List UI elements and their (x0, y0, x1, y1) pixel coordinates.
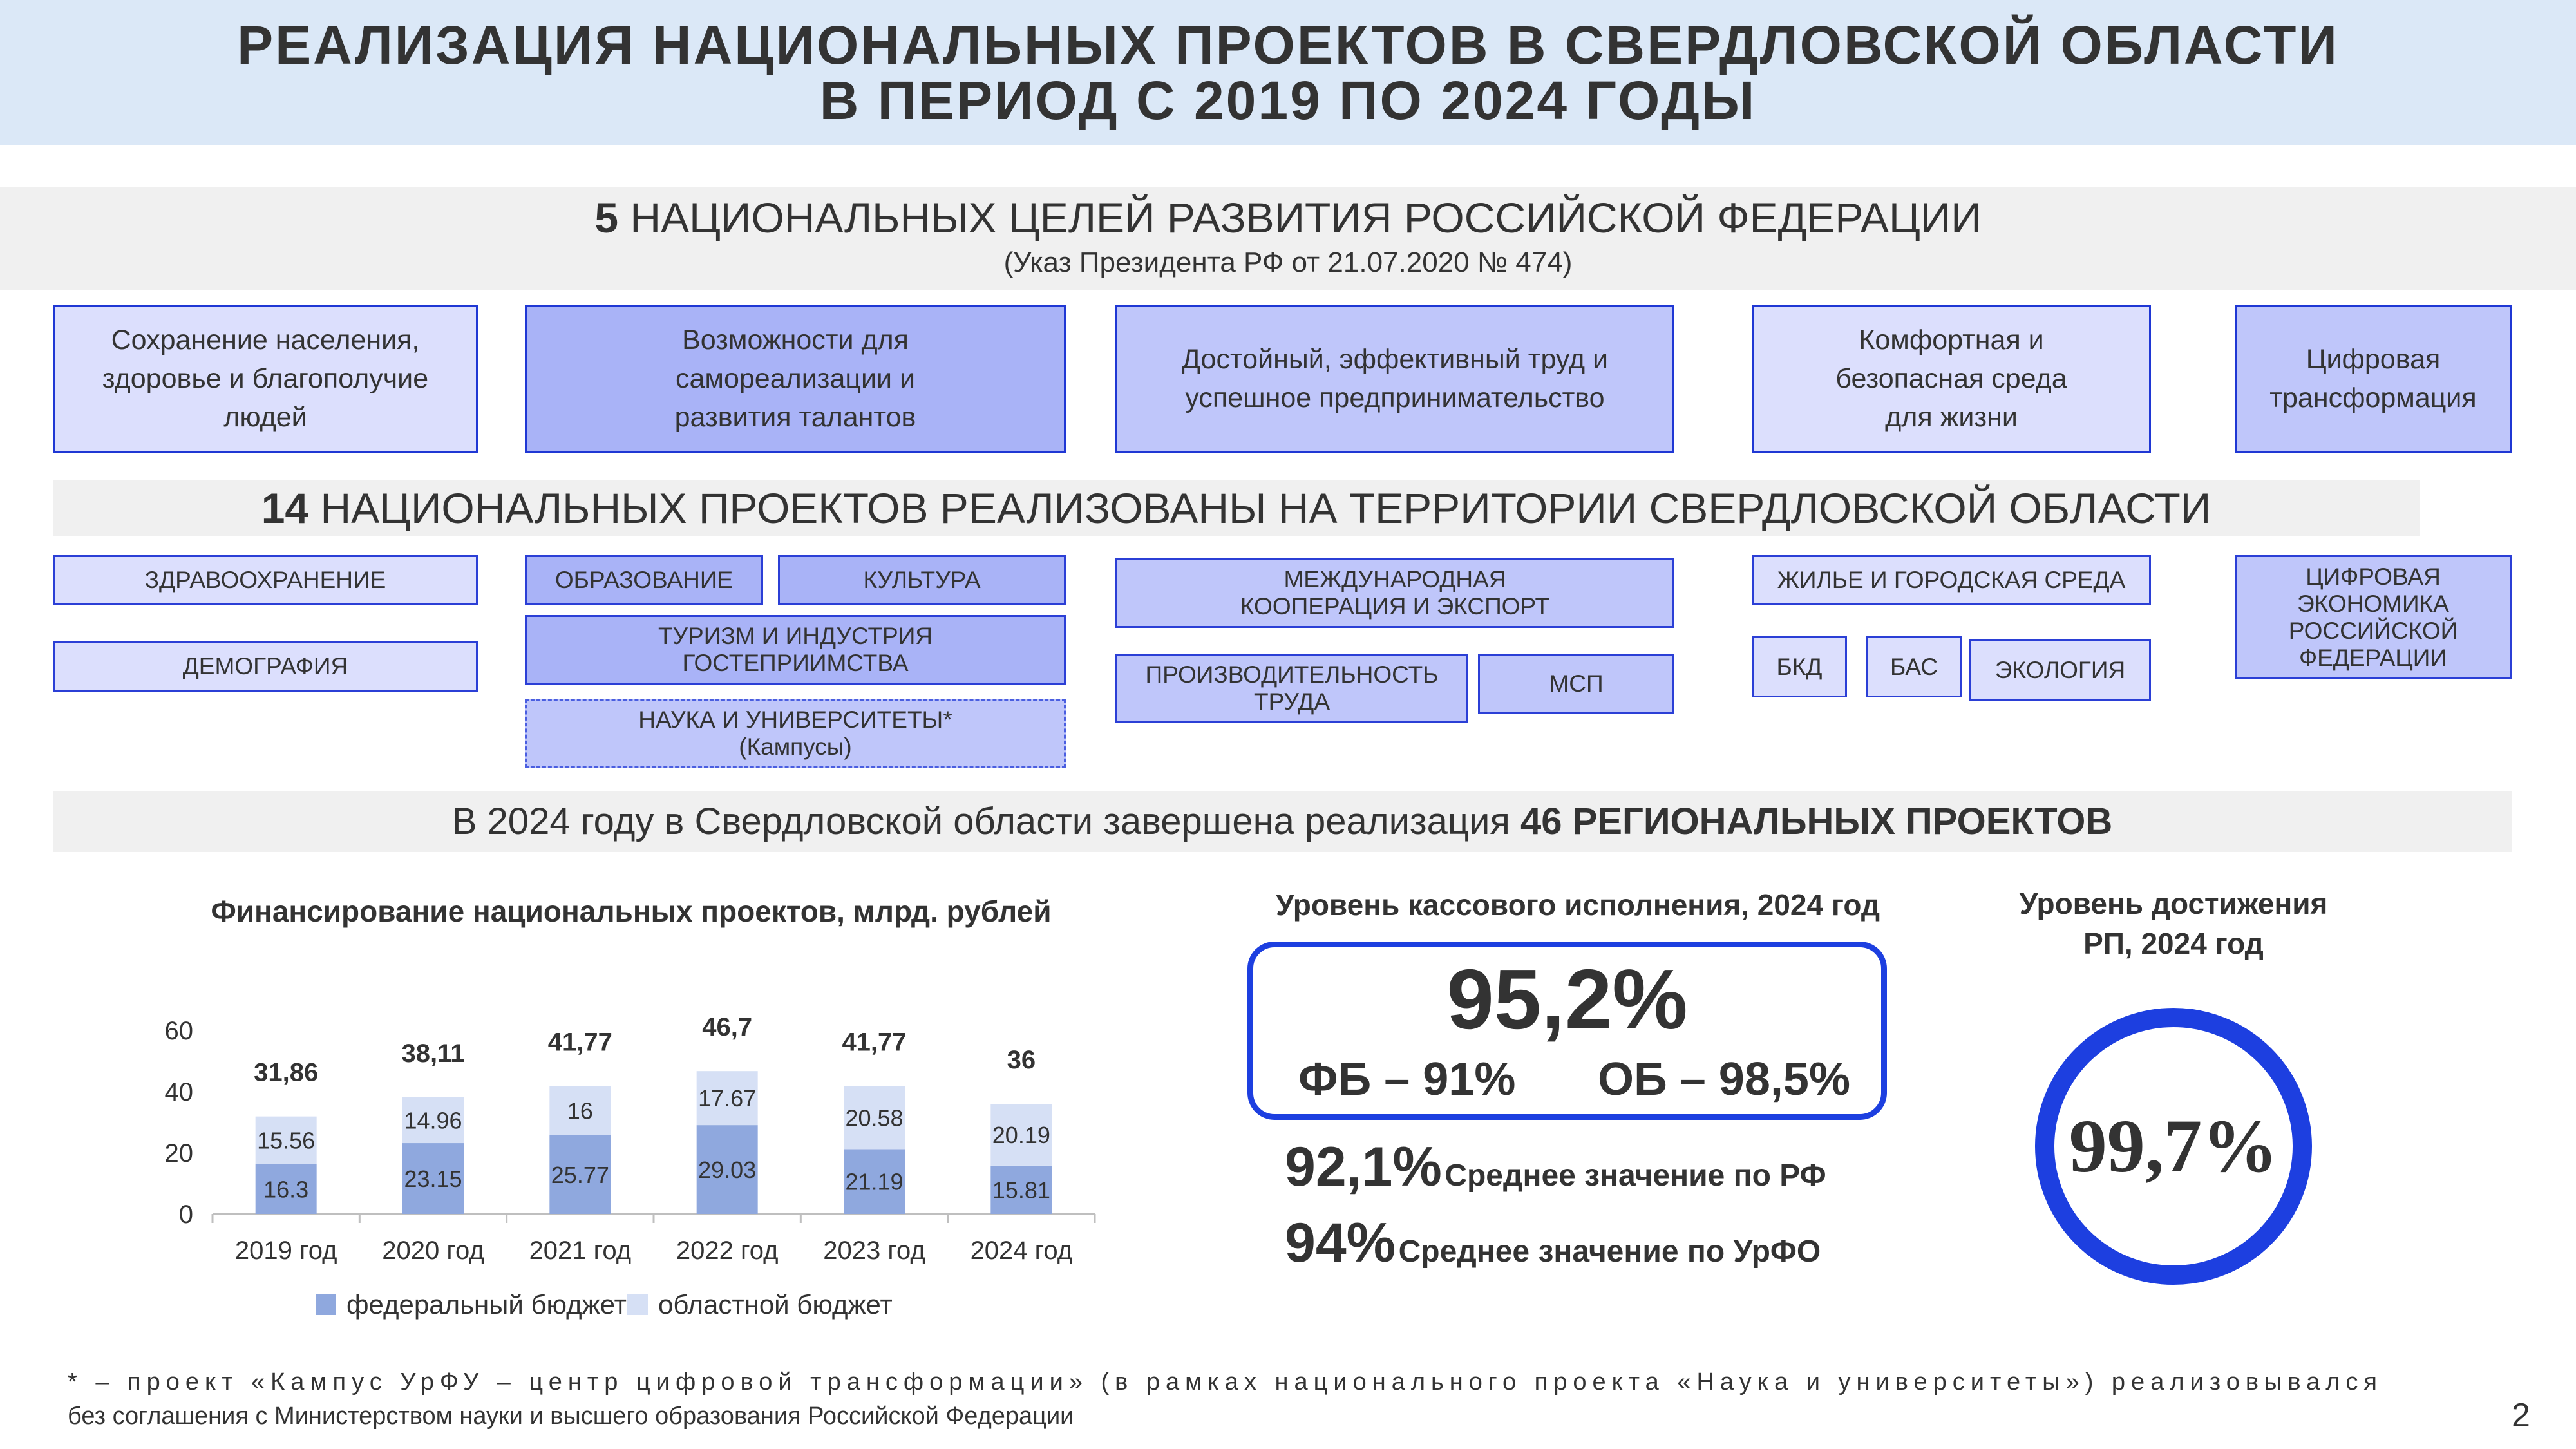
footnote-line1: * – проект «Кампус УрФУ – центр цифровой трансформации» (в рамках национального проекта «Наука и университеты») реализовывался (68, 1368, 2383, 1396)
bar-label-federal: 23.15 (404, 1166, 462, 1193)
bar-label-regional: 20.58 (845, 1104, 904, 1132)
cash-main-value: 95,2% (1446, 951, 1688, 1046)
bar-total-label: 31,86 (254, 1058, 319, 1087)
legend-swatch-federal (316, 1294, 336, 1315)
cash-box (1247, 942, 1887, 1120)
goal-self-realization: Возможности для самореализации и развития талантов (525, 305, 1066, 453)
x-tick-label: 2024 год (970, 1236, 1073, 1265)
achievement-title-line1: Уровень достижения (2019, 887, 2328, 920)
bar-label-regional: 16 (567, 1097, 593, 1124)
goal-decent-work: Достойный, эффективный труд и успешное предпринимательство (1115, 305, 1674, 453)
chart-title: Финансирование национальных проектов, млрд. рублей (211, 895, 1052, 928)
bar-label-regional: 15.56 (257, 1127, 316, 1154)
legend-swatch-regional (627, 1294, 648, 1315)
y-tick-label: 40 (164, 1078, 193, 1106)
projects-count: 14 (261, 484, 309, 532)
cash-title: Уровень кассового исполнения, 2024 год (1275, 888, 1880, 922)
legend-label-regional: областной бюджет (658, 1289, 893, 1320)
page-number: 2 (2512, 1397, 2530, 1434)
cash-ob-value: ОБ – 98,5% (1598, 1054, 1850, 1105)
projects-heading (53, 480, 2420, 536)
page-title-line1: РЕАЛИЗАЦИЯ НАЦИОНАЛЬНЫХ ПРОЕКТОВ В СВЕРДЛОВСКОЙ ОБЛАСТИ (237, 15, 2339, 75)
project-msp: МСП (1478, 654, 1674, 714)
financing-chart (129, 979, 1133, 1340)
bar-total-label: 46,7 (702, 1013, 753, 1042)
projects-title: НАЦИОНАЛЬНЫХ ПРОЕКТОВ РЕАЛИЗОВАНЫ НА ТЕРРИТОРИИ СВЕРДЛОВСКОЙ ОБЛАСТИ (320, 484, 2211, 532)
project-science-label: НАУКА И УНИВЕРСИТЕТЫ* (638, 706, 952, 733)
goals-title: НАЦИОНАЛЬНЫХ ЦЕЛЕЙ РАЗВИТИЯ РОССИЙСКОЙ ФЕДЕРАЦИИ (630, 194, 1982, 242)
stat-urfo (1285, 1211, 1821, 1275)
bar-total-label: 36 (1007, 1046, 1036, 1074)
regional-projects-band (53, 791, 2512, 852)
page-header (0, 0, 2576, 145)
project-science (525, 699, 1066, 768)
project-intl-cooperation: МЕЖДУНАРОДНАЯ КООПЕРАЦИЯ И ЭКСПОРТ (1115, 558, 1674, 628)
x-tick-label: 2022 год (676, 1236, 779, 1265)
y-tick-label: 20 (164, 1139, 193, 1168)
project-science-note: (Кампусы) (739, 734, 852, 760)
project-ecology: ЭКОЛОГИЯ (1969, 639, 2151, 701)
bar-label-federal: 16.3 (263, 1176, 309, 1203)
x-tick-label: 2020 год (382, 1236, 484, 1265)
bar-total-label: 41,77 (842, 1028, 907, 1057)
project-housing: ЖИЛЬЕ И ГОРОДСКАЯ СРЕДА (1752, 555, 2151, 605)
achievement-value: 99,7% (2069, 1104, 2278, 1188)
goals-subtitle: (Указ Президента РФ от 21.07.2020 № 474) (1003, 247, 1573, 278)
goal-comfortable-environment: Комфортная и безопасная среда для жизни (1752, 305, 2151, 453)
x-tick-label: 2023 год (823, 1236, 925, 1265)
goal-digital-transformation: Цифровая трансформация (2235, 305, 2512, 453)
project-education: ОБРАЗОВАНИЕ (525, 555, 763, 605)
project-culture: КУЛЬТУРА (778, 555, 1066, 605)
stat-rf (1285, 1135, 1826, 1199)
y-tick-label: 60 (164, 1017, 193, 1045)
bar-total-label: 38,11 (401, 1039, 465, 1068)
project-productivity: ПРОИЗВОДИТЕЛЬНОСТЬ ТРУДА (1115, 654, 1468, 723)
x-tick-label: 2021 год (529, 1236, 632, 1265)
bar-label-regional: 14.96 (404, 1107, 462, 1134)
bar-total-label: 41,77 (547, 1028, 612, 1057)
project-health: ЗДРАВООХРАНЕНИЕ (53, 555, 478, 605)
project-tourism: ТУРИЗМ И ИНДУСТРИЯ ГОСТЕПРИИМСТВА (525, 615, 1066, 685)
x-tick-label: 2019 год (234, 1236, 337, 1265)
project-digital-economy: ЦИФРОВАЯ ЭКОНОМИКА РОССИЙСКОЙ ФЕДЕРАЦИИ (2235, 555, 2512, 679)
goals-heading (0, 192, 2576, 243)
bar-label-federal: 29.03 (698, 1157, 757, 1184)
y-tick-label: 0 (178, 1200, 193, 1229)
stat-rf-label: Среднее значение по РФ (1444, 1159, 1826, 1193)
bar-label-federal: 15.81 (992, 1177, 1050, 1204)
bar-label-federal: 21.19 (845, 1168, 904, 1195)
stat-rf-value: 92,1% (1285, 1136, 1442, 1198)
regional-projects-count: 46 РЕГИОНАЛЬНЫХ ПРОЕКТОВ (1520, 800, 2113, 842)
page-title-line2: В ПЕРИОД С 2019 ПО 2024 ГОДЫ (819, 70, 1757, 131)
stat-urfo-label: Среднее значение по УрФО (1398, 1235, 1821, 1269)
goals-count: 5 (594, 194, 619, 242)
project-bas: БАС (1866, 636, 1962, 697)
footnote-line2: без соглашения с Министерством науки и высшего образования Российской Федерации (68, 1403, 1074, 1430)
project-demography: ДЕМОГРАФИЯ (53, 641, 478, 692)
bar-label-regional: 20.19 (992, 1121, 1050, 1148)
goal-population-health: Сохранение населения, здоровье и благополучие людей (53, 305, 478, 453)
stat-urfo-value: 94% (1285, 1212, 1396, 1274)
bar-label-regional: 17.67 (698, 1085, 757, 1112)
regional-projects-text: В 2024 году в Свердловской области завершена реализация (451, 800, 1520, 842)
legend-label-federal: федеральный бюджет (346, 1289, 627, 1320)
project-bkd: БКД (1752, 636, 1847, 697)
achievement-title-line2: РП, 2024 год (2083, 927, 2264, 960)
cash-fb-value: ФБ – 91% (1298, 1054, 1516, 1105)
achievement-ring (2035, 1008, 2312, 1285)
bar-label-federal: 25.77 (551, 1161, 609, 1188)
goals-band (0, 187, 2576, 290)
